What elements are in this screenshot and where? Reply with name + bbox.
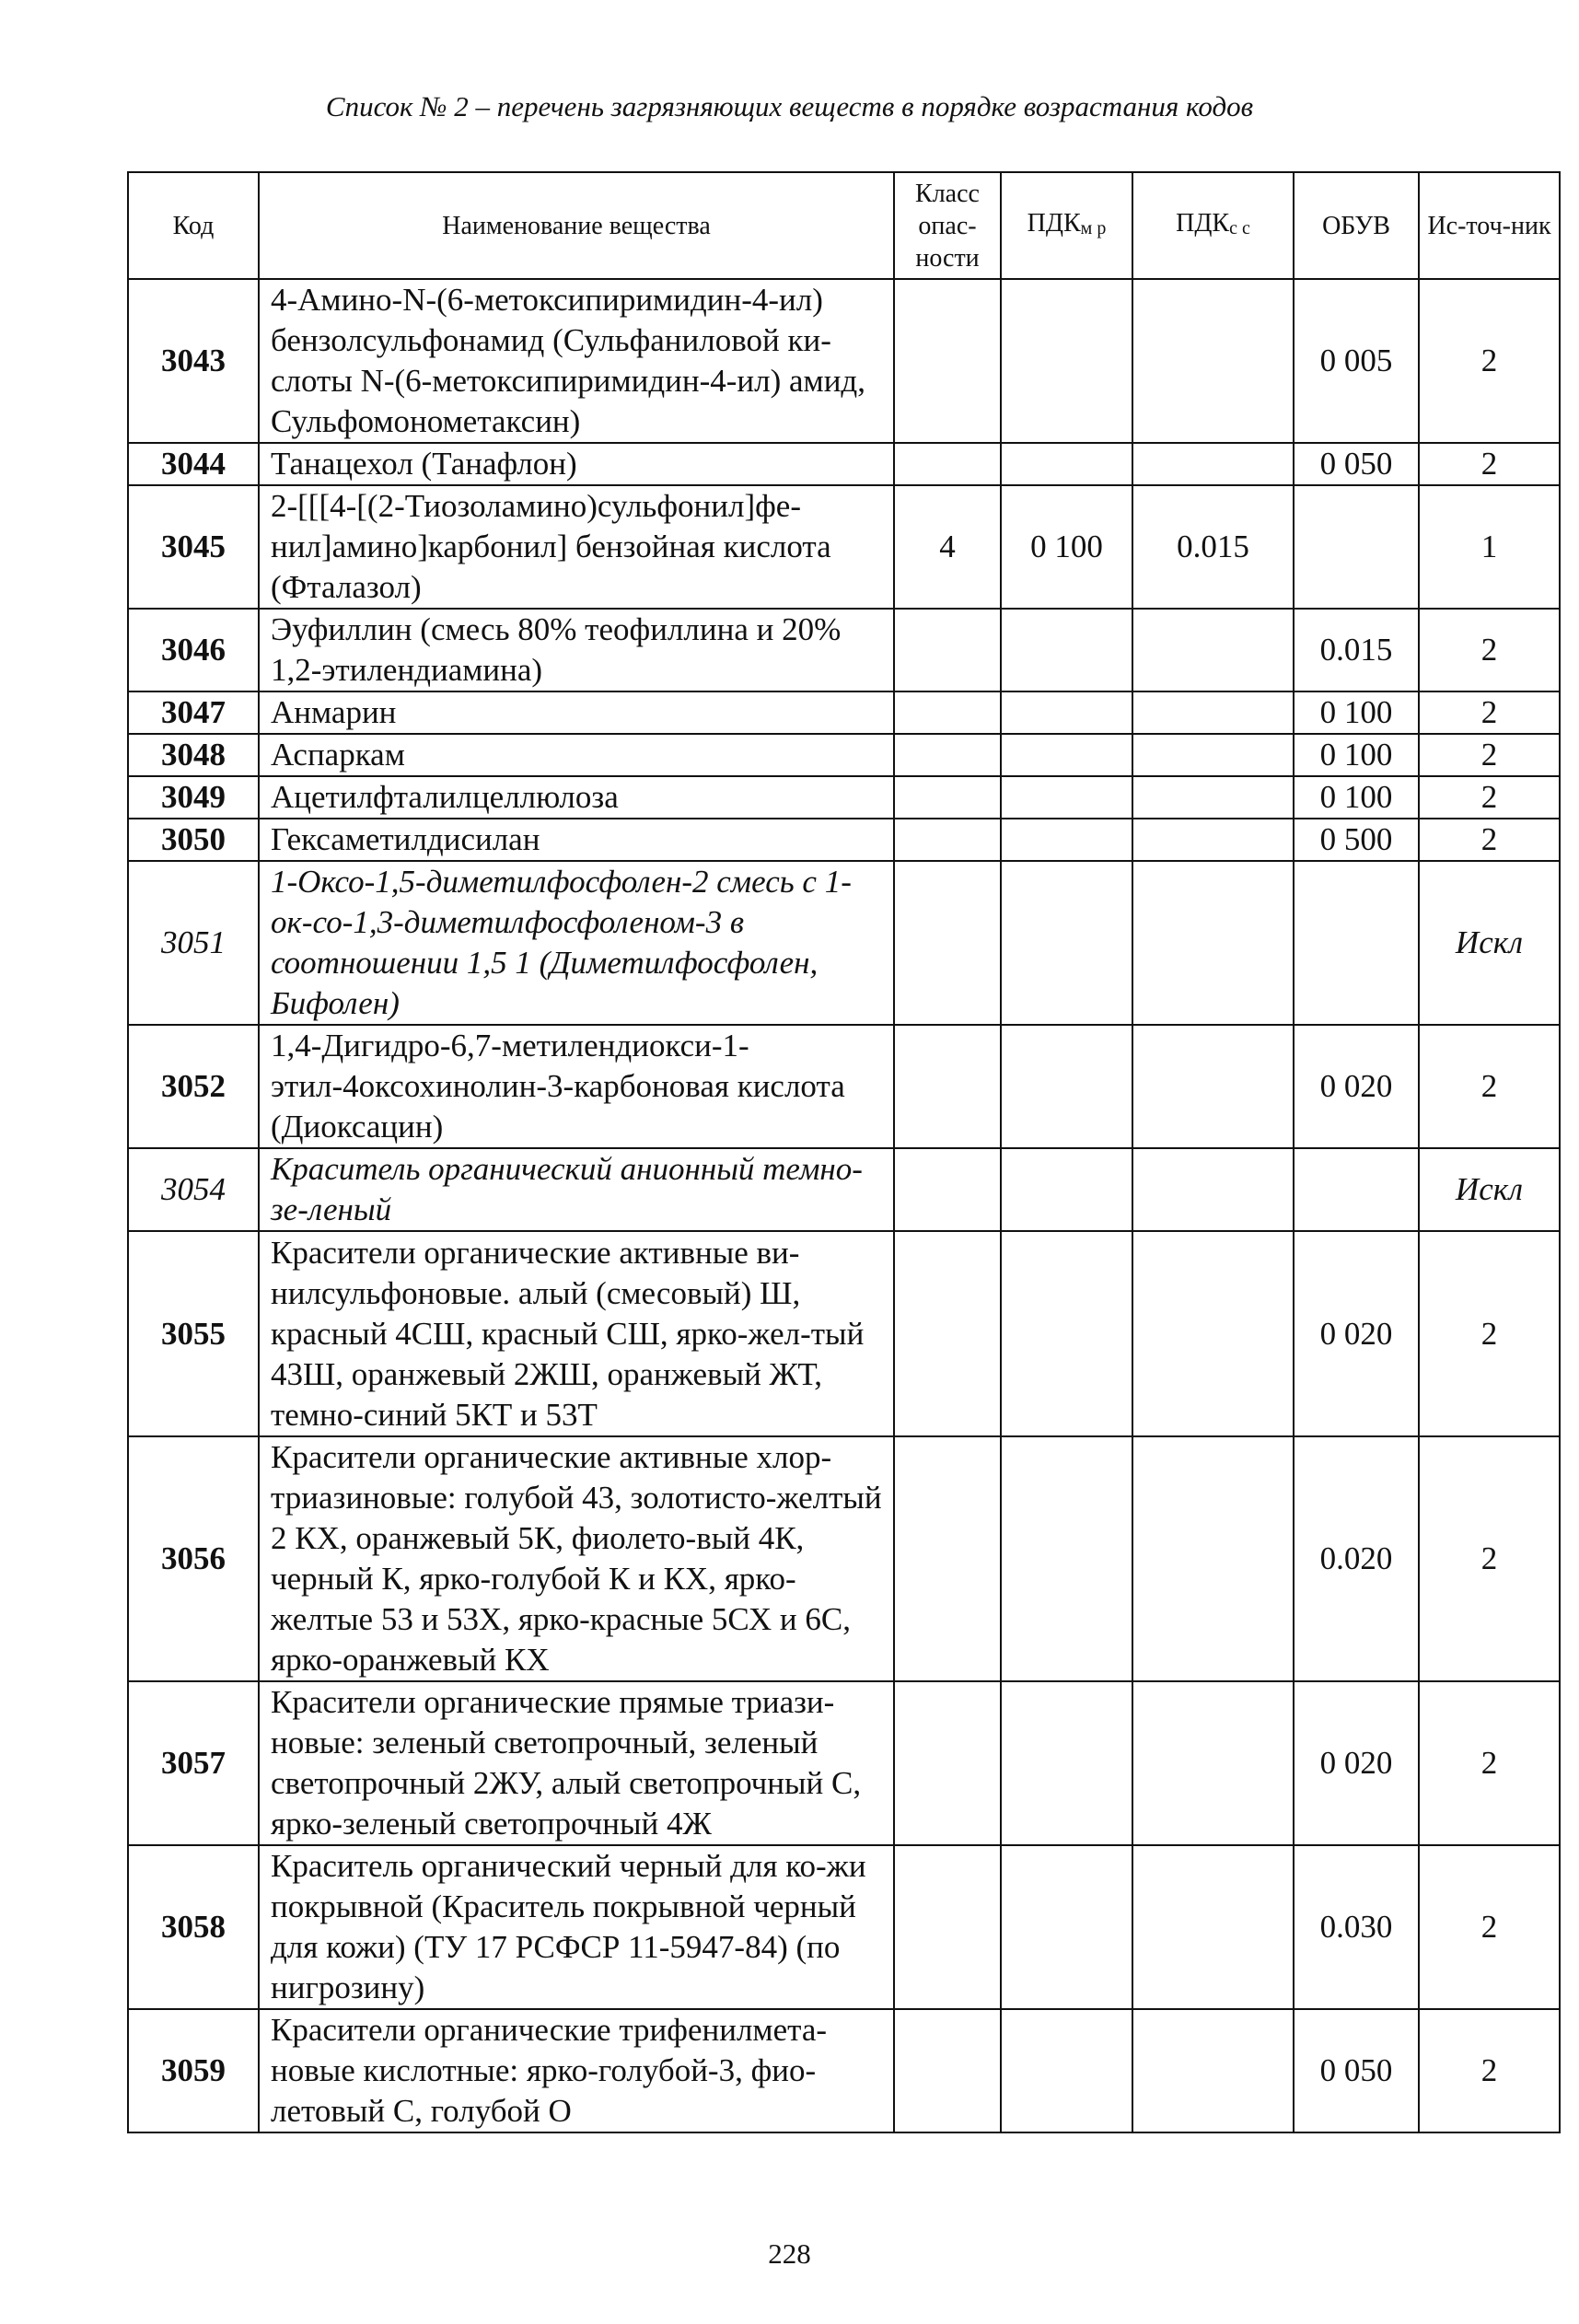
table-body [128,279,1560,2132]
cell-substance-name: Красители органические активные ви-нилсульфоновые. алый (смесовый) Ш, красный 4СШ, красный СШ, ярко-жел-тый 43Ш, оранжевый 2ЖШ, оранжевый ЖТ, темно-синий 5КТ и 53Т [259,1231,894,1436]
cell-obuv [1294,861,1419,1025]
cell-substance-name: Красители органические трифенилмета-новые кислотные: ярко-голубой-3, фио-летовый С, голубой О [259,2009,894,2132]
cell-obuv: 0 020 [1294,1681,1419,1845]
table-row [128,1231,1560,1436]
cell-pdk-mr [1001,691,1132,734]
cell-hazard-class [894,861,1001,1025]
cell-obuv: 0 100 [1294,776,1419,819]
table-row [128,1025,1560,1148]
column-header-hazard-class: Класс опас-ности [894,172,1001,279]
table-row [128,691,1560,734]
cell-pdk-ss [1132,2009,1294,2132]
cell-substance-name: Ацетилфталилцеллюлоза [259,776,894,819]
cell-source: 2 [1419,443,1560,485]
substances-table [127,171,1561,2133]
cell-obuv: 0 050 [1294,443,1419,485]
cell-pdk-mr [1001,1231,1132,1436]
cell-obuv: 0 100 [1294,734,1419,776]
cell-code: 3056 [128,1436,259,1681]
cell-hazard-class [894,734,1001,776]
cell-hazard-class [894,443,1001,485]
cell-hazard-class [894,691,1001,734]
cell-pdk-mr [1001,443,1132,485]
pdk-mr-subscript: м р [1080,217,1107,238]
cell-hazard-class [894,1681,1001,1845]
cell-substance-name: Краситель органический анионный темно-зе-леный [259,1148,894,1231]
cell-code: 3045 [128,485,259,609]
table-row [128,2009,1560,2132]
cell-pdk-ss [1132,1845,1294,2009]
cell-hazard-class [894,1845,1001,2009]
cell-hazard-class [894,609,1001,691]
cell-source: 2 [1419,609,1560,691]
cell-hazard-class [894,776,1001,819]
cell-pdk-ss [1132,443,1294,485]
cell-source: 2 [1419,1681,1560,1845]
table-row [128,279,1560,443]
column-header-code: Код [128,172,259,279]
cell-pdk-mr [1001,279,1132,443]
table-row [128,485,1560,609]
column-header-name: Наименование вещества [259,172,894,279]
cell-obuv: 0 050 [1294,2009,1419,2132]
cell-obuv: 0 020 [1294,1231,1419,1436]
cell-pdk-ss [1132,1231,1294,1436]
pdk-mr-label: ПДК [1027,208,1081,238]
cell-pdk-ss [1132,609,1294,691]
cell-obuv: 0 500 [1294,819,1419,861]
table-row [128,734,1560,776]
cell-obuv: 0.015 [1294,609,1419,691]
cell-hazard-class [894,2009,1001,2132]
cell-substance-name: Танацехол (Танафлон) [259,443,894,485]
table-row [128,609,1560,691]
cell-hazard-class [894,1025,1001,1148]
cell-substance-name: Анмарин [259,691,894,734]
cell-code: 3049 [128,776,259,819]
cell-source: 2 [1419,691,1560,734]
table-row [128,1681,1560,1845]
cell-obuv: 0 020 [1294,1025,1419,1148]
cell-pdk-ss [1132,691,1294,734]
table-row [128,861,1560,1025]
table-row [128,443,1560,485]
cell-substance-name: 2-[[[4-[(2-Тиозоламино)сульфонил]фе-нил]амино]карбонил] бензойная кислота (Фталазол) [259,485,894,609]
cell-substance-name: Красители органические прямые триази-новые: зеленый светопрочный, зеленый светопрочный 2ЖУ, алый светопрочный С, ярко-зеленый светопрочный 4Ж [259,1681,894,1845]
cell-pdk-ss [1132,861,1294,1025]
cell-substance-name: Аспаркам [259,734,894,776]
cell-source: 2 [1419,1436,1560,1681]
cell-source: Искл [1419,1148,1560,1231]
cell-obuv: 0 100 [1294,691,1419,734]
cell-code: 3054 [128,1148,259,1231]
cell-substance-name: Эуфиллин (смесь 80% теофиллина и 20% 1,2-этилендиамина) [259,609,894,691]
cell-pdk-mr [1001,1025,1132,1148]
cell-source: 2 [1419,1231,1560,1436]
pdk-ss-subscript: с с [1229,217,1250,238]
cell-pdk-mr [1001,1845,1132,2009]
cell-code: 3044 [128,443,259,485]
cell-code: 3057 [128,1681,259,1845]
cell-source: 2 [1419,819,1560,861]
cell-code: 3058 [128,1845,259,2009]
cell-pdk-mr [1001,2009,1132,2132]
cell-pdk-mr [1001,609,1132,691]
cell-hazard-class [894,1231,1001,1436]
cell-obuv [1294,1148,1419,1231]
pdk-ss-label: ПДК [1176,208,1230,238]
cell-obuv [1294,485,1419,609]
column-header-pdk-ss [1132,172,1294,279]
cell-pdk-ss [1132,1436,1294,1681]
cell-obuv: 0.020 [1294,1436,1419,1681]
cell-source: 2 [1419,1025,1560,1148]
cell-code: 3043 [128,279,259,443]
cell-substance-name: Красители органические активные хлор-триазиновые: голубой 43, золотисто-желтый 2 КХ, оранжевый 5К, фиолето-вый 4К, черный К, ярко-голубой К и КХ, ярко-желтые 53 и 53Х, ярко-красные 5СХ и 6С, ярко-оранжевый КХ [259,1436,894,1681]
column-header-source: Ис-точ-ник [1419,172,1560,279]
table-row [128,776,1560,819]
cell-code: 3048 [128,734,259,776]
cell-code: 3055 [128,1231,259,1436]
page-number: 228 [768,2237,811,2270]
cell-pdk-mr [1001,861,1132,1025]
cell-source: 2 [1419,734,1560,776]
cell-code: 3059 [128,2009,259,2132]
cell-substance-name: 4-Амино-N-(6-метоксипиримидин-4-ил) бензолсульфонамид (Сульфаниловой ки-слоты N-(6-метоксипиримидин-4-ил) амид, Сульфомонометаксин) [259,279,894,443]
table-row [128,1148,1560,1231]
table-row [128,1845,1560,2009]
cell-substance-name: Краситель органический черный для ко-жи покрывной (Краситель покрывной черный для кожи) (ТУ 17 РСФСР 11-5947-84) (по нигрозину) [259,1845,894,2009]
cell-code: 3046 [128,609,259,691]
cell-pdk-mr [1001,734,1132,776]
cell-hazard-class: 4 [894,485,1001,609]
column-header-pdk-mr [1001,172,1132,279]
table-header-row [128,172,1560,279]
cell-pdk-ss: 0.015 [1132,485,1294,609]
cell-pdk-ss [1132,776,1294,819]
cell-source: 2 [1419,2009,1560,2132]
cell-code: 3047 [128,691,259,734]
cell-pdk-ss [1132,279,1294,443]
cell-pdk-ss [1132,1025,1294,1148]
cell-pdk-mr: 0 100 [1001,485,1132,609]
cell-hazard-class [894,279,1001,443]
cell-pdk-ss [1132,1681,1294,1845]
table-row [128,819,1560,861]
cell-substance-name: Гексаметилдисилан [259,819,894,861]
cell-code: 3051 [128,861,259,1025]
cell-pdk-mr [1001,776,1132,819]
cell-obuv: 0 005 [1294,279,1419,443]
column-header-obuv: ОБУВ [1294,172,1419,279]
cell-pdk-mr [1001,1436,1132,1681]
cell-obuv: 0.030 [1294,1845,1419,2009]
cell-hazard-class [894,1148,1001,1231]
cell-pdk-mr [1001,1681,1132,1845]
cell-source: 1 [1419,485,1560,609]
cell-pdk-ss [1132,1148,1294,1231]
cell-pdk-mr [1001,1148,1132,1231]
cell-pdk-ss [1132,734,1294,776]
cell-code: 3052 [128,1025,259,1148]
cell-source: 2 [1419,279,1560,443]
cell-source: 2 [1419,1845,1560,2009]
cell-source: 2 [1419,776,1560,819]
cell-source: Искл [1419,861,1560,1025]
cell-substance-name: 1,4-Дигидро-6,7-метилендиокси-1-этил-4оксохинолин-3-карбоновая кислота (Диоксацин) [259,1025,894,1148]
page-title: Список № 2 – перечень загрязняющих веществ в порядке возрастания кодов [325,90,1254,122]
cell-pdk-ss [1132,819,1294,861]
cell-pdk-mr [1001,819,1132,861]
cell-code: 3050 [128,819,259,861]
cell-hazard-class [894,1436,1001,1681]
cell-substance-name: 1-Оксо-1,5-диметилфосфолен-2 смесь с 1-ок-со-1,3-диметилфосфоленом-3 в соотношении 1,5 1 (Диметилфосфолен, Бифолен) [259,861,894,1025]
table-row [128,1436,1560,1681]
cell-hazard-class [894,819,1001,861]
